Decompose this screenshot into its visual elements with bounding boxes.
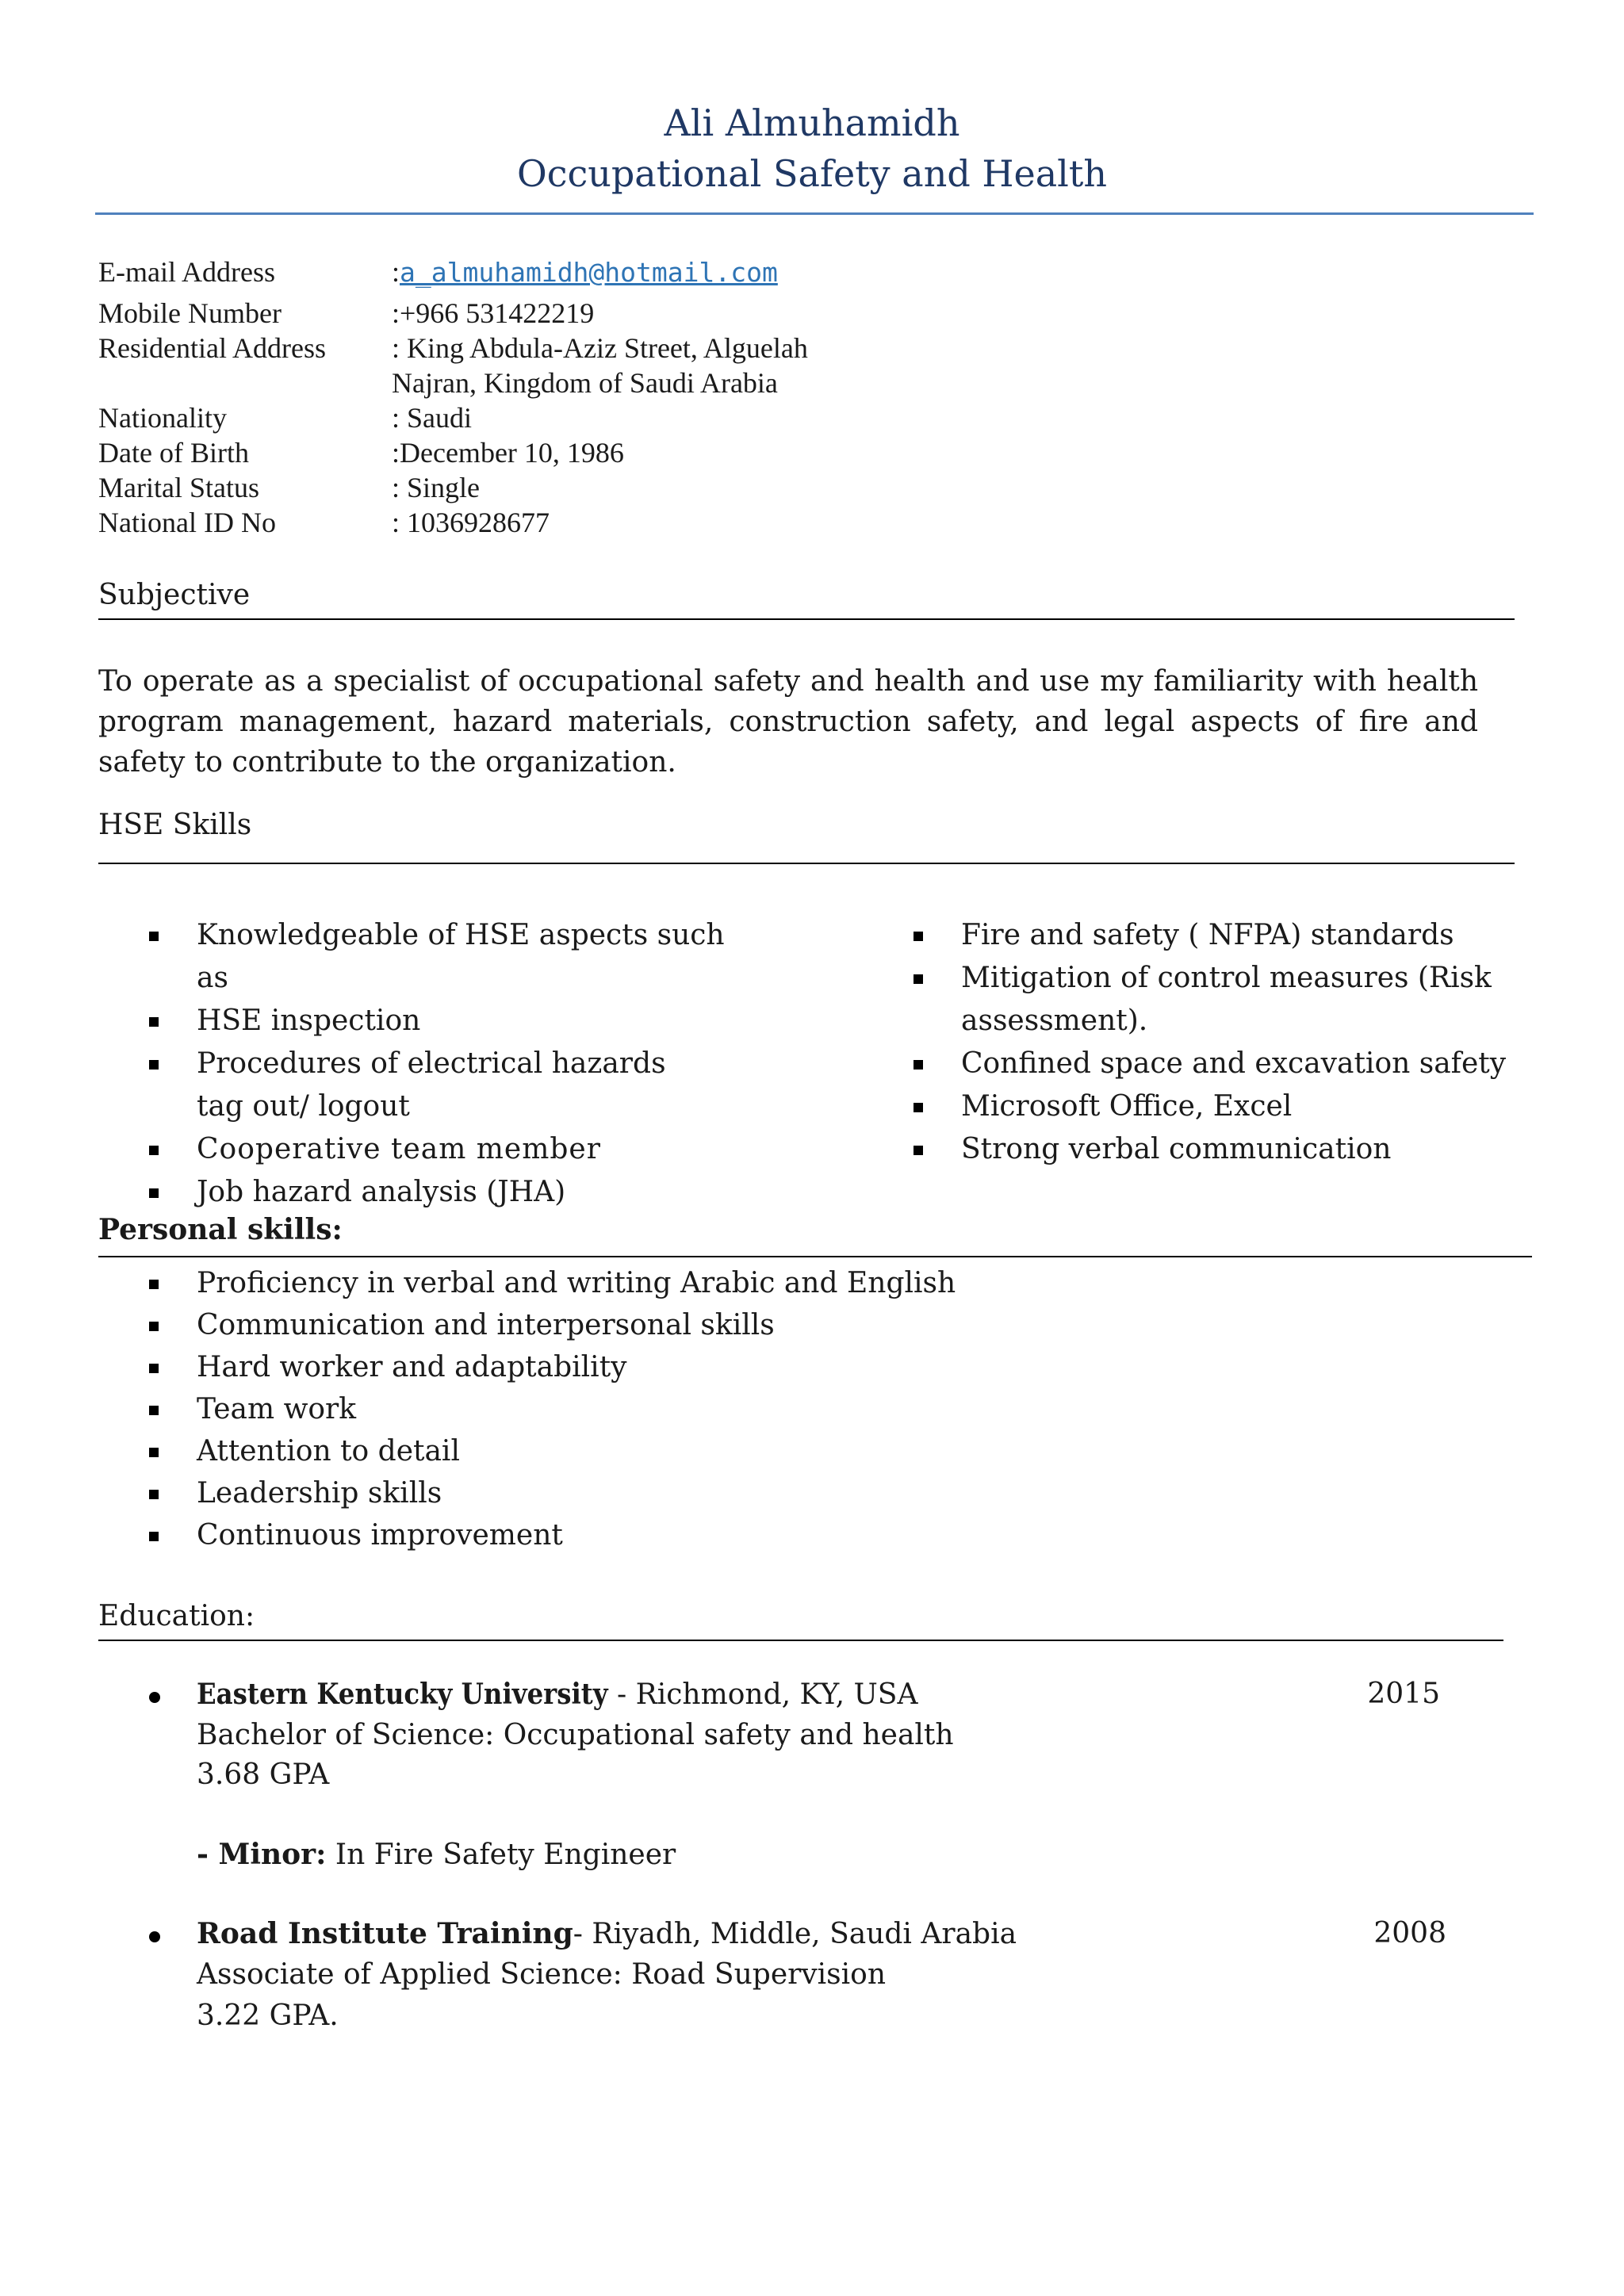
minor-label: - Minor: [197, 1838, 327, 1871]
subjective-divider [98, 618, 1515, 620]
hse-divider [98, 863, 1515, 864]
bullet-icon [149, 1692, 160, 1703]
nid-label: National ID No [98, 507, 276, 538]
list-item: Microsoft Office, Excel [863, 1085, 1513, 1128]
resume-page: Ali Almuhamidh Occupational Safety and Health E-mail Address :a_almuhamidh@hotmail.com Mobile Number :+966 531422219 Residential Address : King Abdula-Aziz Street, Alguelah Najran, Kingdom of Saudi Arabia Nationality : Saudi Date of Birth :December 10, 1986 Marital Status : Single National ID No : 1036928677 Subjective To operate as a specialist of occupational safety and health and use my familiarity with health program management, hazard materials, construction safety, and legal aspects of fire and safety to contribute to the organization. HSE Skills Knowledgeable of HSE aspects such as HSE inspection Procedures of electrical hazards tag out/ logout Cooperative team member Job hazard analysis (JHA) Fire and safety ( NFPA) standards Mitigation of control measures (Risk assessment). Confined space and excavation safety Microsoft Office, Excel Strong verbal communication Personal skills: Proficiency in verbal and writing Arabic and English Communication and interpersonal skills Hard worker and adaptability Team work Attention to detail Leadership skills Continuous improvement Education: Eastern Kentucky University - Richmond, KY, USA 2015 Bachelor of Science: Occupational safety and health 3.68 GPA - Minor: In Fire Safety Engineer Road Institute Training- Riyadh, Middle, Saudi Arabia 2008 Associate of Applied Science: Road Supervision 3.22 GPA. [0, 0, 1624, 2296]
list-item: Communication and interpersonal skills [98, 1304, 1288, 1346]
list-item: Attention to detail [98, 1430, 1288, 1472]
mobile-label: Mobile Number [98, 297, 282, 329]
email-label: E-mail Address [98, 256, 275, 288]
dob-value: :December 10, 1986 [392, 437, 624, 469]
personal-skills-list [98, 1262, 1288, 1556]
marital-value: : Single [392, 472, 481, 503]
bullet-icon [149, 1931, 160, 1942]
list-item: Hard worker and adaptability [98, 1346, 1288, 1388]
graduation-year: 2015 [1367, 1678, 1440, 1710]
list-item: HSE inspection [98, 1000, 764, 1043]
list-item: Continuous improvement [98, 1514, 1288, 1556]
subjective-heading: Subjective [98, 579, 251, 611]
nid-value: : 1036928677 [392, 507, 550, 538]
school-name: Eastern Kentucky University [197, 1678, 608, 1711]
degree: Associate of Applied Science: Road Supervision [197, 1958, 887, 1991]
mobile-value: :+966 531422219 [392, 297, 595, 329]
header-divider [95, 212, 1534, 215]
list-item: Knowledgeable of HSE aspects such as [98, 914, 764, 1000]
school-location: - Riyadh, Middle, Saudi Arabia [573, 1918, 1017, 1950]
gpa: 3.22 GPA. [197, 1999, 339, 2032]
address-label: Residential Address [98, 332, 326, 364]
list-item: Job hazard analysis (JHA) [98, 1171, 764, 1214]
gpa: 3.68 GPA [197, 1758, 330, 1791]
marital-label: Marital Status [98, 472, 259, 503]
subjective-text: To operate as a specialist of occupational safety and health and use my familiarity with health program management, hazard materials, construction safety, and legal aspects of fire and safety to contribute to the organization. [98, 665, 1478, 779]
address-line2: Najran, Kingdom of Saudi Arabia [392, 367, 778, 399]
nationality-label: Nationality [98, 402, 227, 434]
nationality-value: : Saudi [392, 402, 473, 434]
degree: Bachelor of Science: Occupational safety and health [197, 1719, 954, 1751]
hse-heading: HSE Skills [98, 809, 252, 841]
list-item: Procedures of electrical hazards tag out/ logout [98, 1043, 672, 1128]
list-item: Proficiency in verbal and writing Arabic and English [98, 1262, 1288, 1304]
list-item: Fire and safety ( NFPA) standards [863, 914, 1513, 957]
graduation-year: 2008 [1373, 1917, 1446, 1950]
school-location: - Richmond, KY, USA [607, 1678, 918, 1711]
hse-skills-left [98, 914, 764, 1214]
minor-value: In Fire Safety Engineer [326, 1839, 676, 1871]
list-item: Leadership skills [98, 1472, 1288, 1514]
education-divider [98, 1640, 1503, 1641]
address-line1: : King Abdula-Aziz Street, Alguelah [392, 332, 808, 364]
list-item: Team work [98, 1388, 1288, 1430]
list-item: Strong verbal communication [863, 1128, 1513, 1171]
personal-skills-divider [98, 1256, 1532, 1257]
hse-skills-right [863, 914, 1513, 1171]
candidate-title: Occupational Safety and Health [517, 152, 1107, 195]
list-item: Cooperative team member [98, 1128, 764, 1171]
personal-skills-heading: Personal skills: [98, 1213, 343, 1246]
candidate-name: Ali Almuhamidh [664, 101, 960, 144]
education-heading: Education: [98, 1600, 255, 1632]
list-item: Confined space and excavation safety [863, 1043, 1513, 1085]
dob-label: Date of Birth [98, 437, 249, 469]
email-link[interactable]: a_almuhamidh@hotmail.com [400, 257, 778, 288]
school-name: Road Institute Training [197, 1917, 573, 1950]
education-entry [98, 1678, 1478, 1871]
list-item: Mitigation of control measures (Risk assessment). [863, 957, 1513, 1043]
education-entry [98, 1917, 1478, 2044]
